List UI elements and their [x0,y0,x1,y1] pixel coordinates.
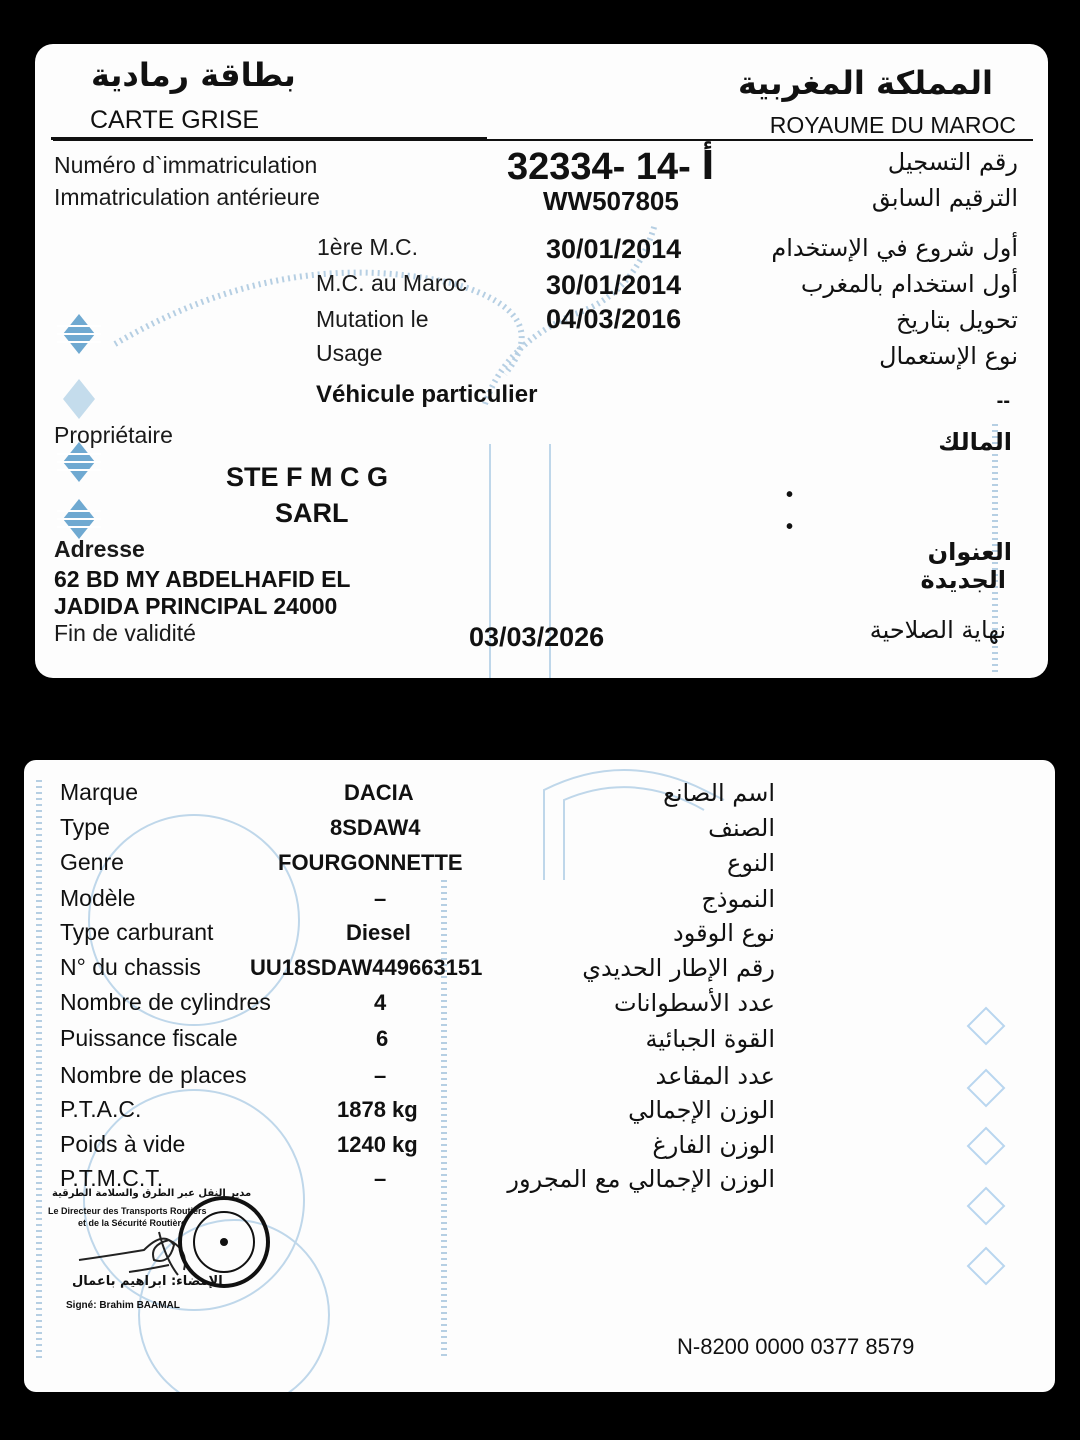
mutation-label: Mutation le [316,306,429,332]
spec-value: 1240 kg [337,1132,418,1157]
signature-name-fr: Signé: Brahim BAAMAL [66,1300,180,1311]
spec-label-ar: الوزن الإجمالي مع المجرور [507,1165,775,1193]
spec-label-ar: الوزن الفارغ [652,1131,775,1159]
spec-label: N° du chassis [60,954,201,980]
spec-label: Poids à vide [60,1131,186,1157]
spec-value: Diesel [346,920,411,945]
first-mc-date: 30/01/2014 [546,234,682,264]
registration-label-ar: رقم التسجيل [887,148,1018,176]
mc-maroc-label-ar: أول استخدام بالمغرب [800,270,1018,298]
spec-label: P.T.A.C. [60,1096,142,1122]
validity-label: Fin de validité [54,620,196,646]
spec-label: Type carburant [60,919,214,945]
mutation-date: 04/03/2016 [546,304,682,334]
spec-value: UU18SDAW449663151 [250,955,483,980]
owner-label: Propriétaire [54,422,173,448]
mc-maroc-label: M.C. au Maroc [316,270,467,296]
spec-label-ar: الوزن الإجمالي [628,1096,775,1124]
address-city-ar: الجديدة [920,566,1006,594]
signatory-title-ar: مدير النقل عبر الطرق والسلامة الطرقية [52,1188,252,1199]
spec-label-ar: عدد المقاعد [655,1062,775,1090]
address-label: Adresse [54,536,145,562]
first-mc-label-ar: أول شروع في الإستخدام [771,234,1018,262]
address-label-ar: العنوان [927,538,1012,566]
usage-value: Véhicule particulier [316,381,538,408]
spec-value: 8SDAW4 [330,815,421,840]
spec-label: Modèle [60,885,136,911]
card-front [35,44,1048,678]
spec-value: – [374,1063,387,1088]
spec-value: – [374,886,387,911]
registration-number: 32334- أ -14 [507,146,715,188]
spec-value: FOURGONNETTE [278,850,463,875]
spec-value: 4 [374,990,387,1015]
mc-maroc-date: 30/01/2014 [546,270,682,300]
card-back [24,760,1055,1392]
validity-label-ar: نهاية الصلاحية [869,616,1006,644]
spec-label: Type [60,814,110,840]
spec-label-ar: القوة الجبائية [645,1025,775,1053]
usage-label: Usage [316,340,383,366]
previous-registration-label: Immatriculation antérieure [54,184,320,210]
first-mc-label: 1ère M.C. [317,234,418,260]
signature-name-ar: الإمضاء: ابراهيم باعمال [72,1274,223,1289]
bullet-dot: • [786,484,794,506]
owner-legal-form: SARL [275,498,349,528]
country-french: ROYAUME DU MAROC [769,112,1016,138]
signatory-title-fr-1: Le Directeur des Transports Routiers [48,1206,207,1216]
spec-label: P.T.M.C.T. [60,1165,164,1191]
mutation-label-ar: تحويل بتاريخ [895,306,1018,334]
title-arabic: بطاقة رمادية [91,56,296,94]
country-arabic: المملكة المغربية [738,64,993,102]
signatory-title-fr-2: et de la Sécurité Routière [78,1218,187,1228]
bullet-dot: • [786,516,794,538]
usage-value-ar: -- [996,390,1010,412]
spec-label-ar: رقم الإطار الحديدي [582,954,775,982]
spec-label-ar: النوع [727,849,775,877]
spec-label-ar: نوع الوقود [673,919,775,947]
spec-label: Puissance fiscale [60,1025,238,1051]
divider-main [53,139,1033,141]
spec-value: DACIA [344,780,414,805]
address-line-2: JADIDA PRINCIPAL 24000 [54,593,338,619]
previous-registration-value: WW507805 [543,186,679,216]
address-line-1: 62 BD MY ABDELHAFID EL [54,566,351,592]
owner-label-ar: المالك [938,428,1012,456]
validity-date: 03/03/2026 [469,622,605,652]
usage-label-ar: نوع الإستعمال [879,342,1018,370]
spec-label: Nombre de cylindres [60,989,271,1015]
spec-label-ar: عدد الأسطوانات [613,989,775,1017]
spec-label-ar: الصنف [708,814,775,842]
spec-label: Marque [60,779,138,805]
spec-value: 6 [376,1026,389,1051]
owner-name: STE F M C G [226,462,388,492]
spec-label: Nombre de places [60,1062,247,1088]
card-serial-number: N-8200 0000 0377 8579 [677,1334,915,1359]
title-french: CARTE GRISE [90,106,260,134]
previous-registration-label-ar: الترقيم السابق [871,184,1018,212]
watermark-diamonds [968,1008,1004,1284]
spec-label-ar: النموذج [701,885,775,913]
spec-label: Genre [60,849,124,875]
spec-label-ar: اسم الصانع [663,779,775,807]
spec-value: – [374,1166,387,1191]
spec-value: 1878 kg [337,1097,418,1122]
registration-label: Numéro d`immatriculation [54,152,318,178]
